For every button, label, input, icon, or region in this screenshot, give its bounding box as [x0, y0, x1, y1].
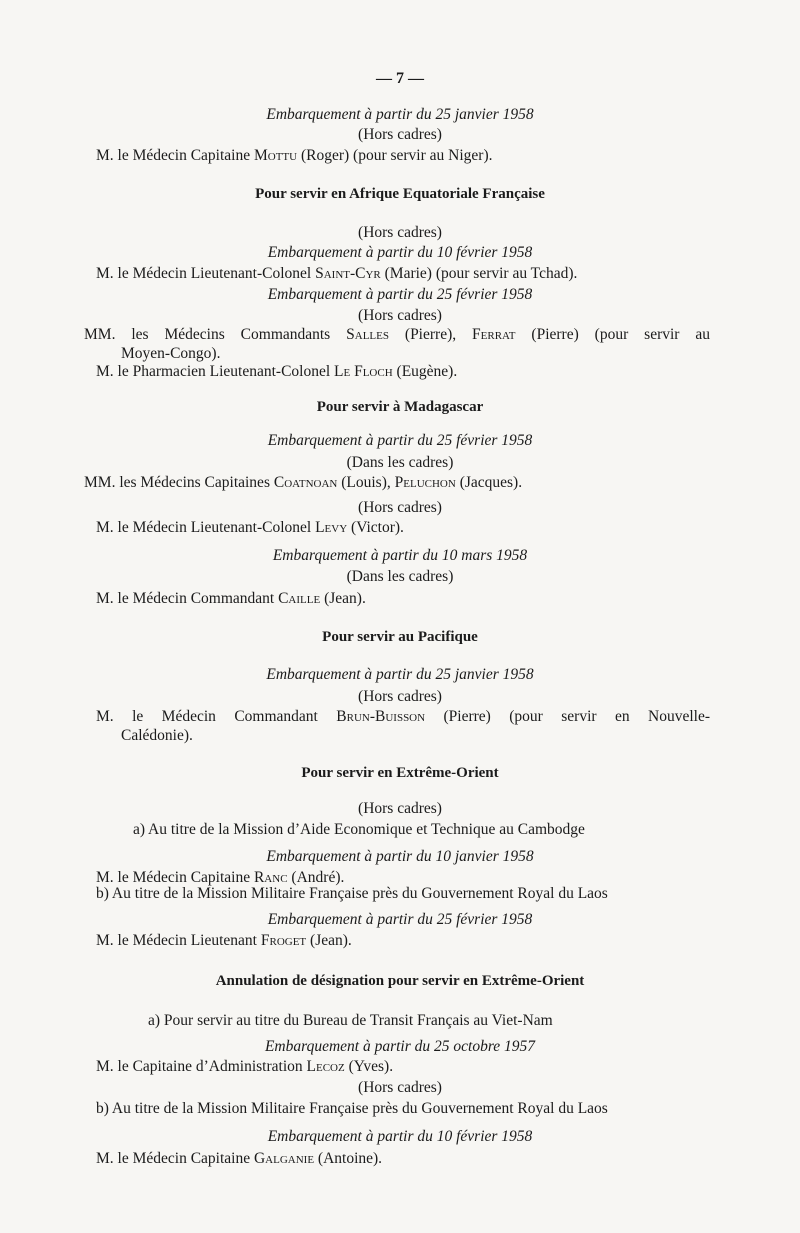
cadre-status: (Hors cadres) — [358, 126, 442, 143]
cadre-status: (Dans les cadres) — [346, 454, 454, 471]
assignment-entry: M. le Médecin Commandant Caille (Jean). — [96, 590, 366, 607]
sub-item-b: b) Au titre de la Mission Militaire Française près du Gouvernement Royal du Laos — [96, 885, 608, 902]
assignment-entry: M. le Médecin Lieutenant Froget (Jean). — [96, 932, 352, 949]
embarkation-date: Embarquement à partir du 10 février 1958 — [267, 1128, 533, 1145]
assignment-entry: MM. les Médecins Commandants Salles (Pierre), Ferrat (Pierre) (pour servir au — [84, 326, 710, 343]
embarkation-date: Embarquement à partir du 10 mars 1958 — [272, 547, 528, 564]
cadre-status: (Hors cadres) — [358, 224, 442, 241]
assignment-entry: MM. les Médecins Capitaines Coatnoan (Louis), Peluchon (Jacques). — [84, 474, 523, 491]
assignment-entry: M. le Capitaine d’Administration Lecoz (Yves). — [96, 1058, 394, 1075]
embarkation-date: Embarquement à partir du 25 février 1958 — [267, 286, 533, 303]
embarkation-date: Embarquement à partir du 10 février 1958 — [267, 244, 533, 261]
embarkation-date: Embarquement à partir du 25 février 1958 — [267, 911, 533, 928]
assignment-entry: M. le Médecin Lieutenant-Colonel Saint-Cyr (Marie) (pour servir au Tchad). — [96, 265, 578, 282]
assignment-entry: M. le Médecin Commandant Brun-Buisson (Pierre) (pour servir en Nouvelle- — [96, 708, 710, 725]
section-heading-aef: Pour servir en Afrique Equatoriale Française — [255, 186, 545, 202]
section-heading-extreme-orient: Pour servir en Extrême-Orient — [301, 765, 499, 781]
page-number: — 7 — — [376, 70, 424, 87]
sub-item-b: b) Au titre de la Mission Militaire Française près du Gouvernement Royal du Laos — [96, 1100, 608, 1117]
section-heading-pacifique: Pour servir au Pacifique — [322, 629, 478, 645]
sub-item-a: a) Pour servir au titre du Bureau de Transit Français au Viet-Nam — [148, 1012, 553, 1029]
embarkation-date: Embarquement à partir du 25 janvier 1958 — [266, 666, 534, 683]
cadre-status: (Dans les cadres) — [346, 568, 454, 585]
assignment-entry-continued: Calédonie). — [121, 727, 193, 744]
cadre-status: (Hors cadres) — [358, 800, 442, 817]
embarkation-date: Embarquement à partir du 25 janvier 1958 — [266, 106, 534, 123]
cadre-status: (Hors cadres) — [358, 499, 442, 516]
assignment-entry: M. le Médecin Capitaine Mottu (Roger) (pour servir au Niger). — [96, 147, 493, 164]
assignment-entry: M. le Pharmacien Lieutenant-Colonel Le Floch (Eugène). — [96, 363, 458, 380]
cadre-status: (Hors cadres) — [358, 688, 442, 705]
cadre-status: (Hors cadres) — [358, 1079, 442, 1096]
section-heading-annulation: Annulation de désignation pour servir en Extrême-Orient — [215, 973, 585, 989]
assignment-entry-continued: Moyen-Congo). — [121, 345, 221, 362]
embarkation-date: Embarquement à partir du 25 février 1958 — [267, 432, 533, 449]
assignment-entry: M. le Médecin Capitaine Galganie (Antoine). — [96, 1150, 383, 1167]
cadre-status: (Hors cadres) — [358, 307, 442, 324]
embarkation-date: Embarquement à partir du 25 octobre 1957 — [264, 1038, 536, 1055]
assignment-entry: M. le Médecin Lieutenant-Colonel Levy (Victor). — [96, 519, 404, 536]
section-heading-madagascar: Pour servir à Madagascar — [316, 399, 484, 415]
embarkation-date: Embarquement à partir du 10 janvier 1958 — [266, 848, 534, 865]
sub-item-a: a) Au titre de la Mission d’Aide Economique et Technique au Cambodge — [133, 821, 585, 838]
assignment-entry: M. le Médecin Capitaine Ranc (André). — [96, 869, 345, 886]
